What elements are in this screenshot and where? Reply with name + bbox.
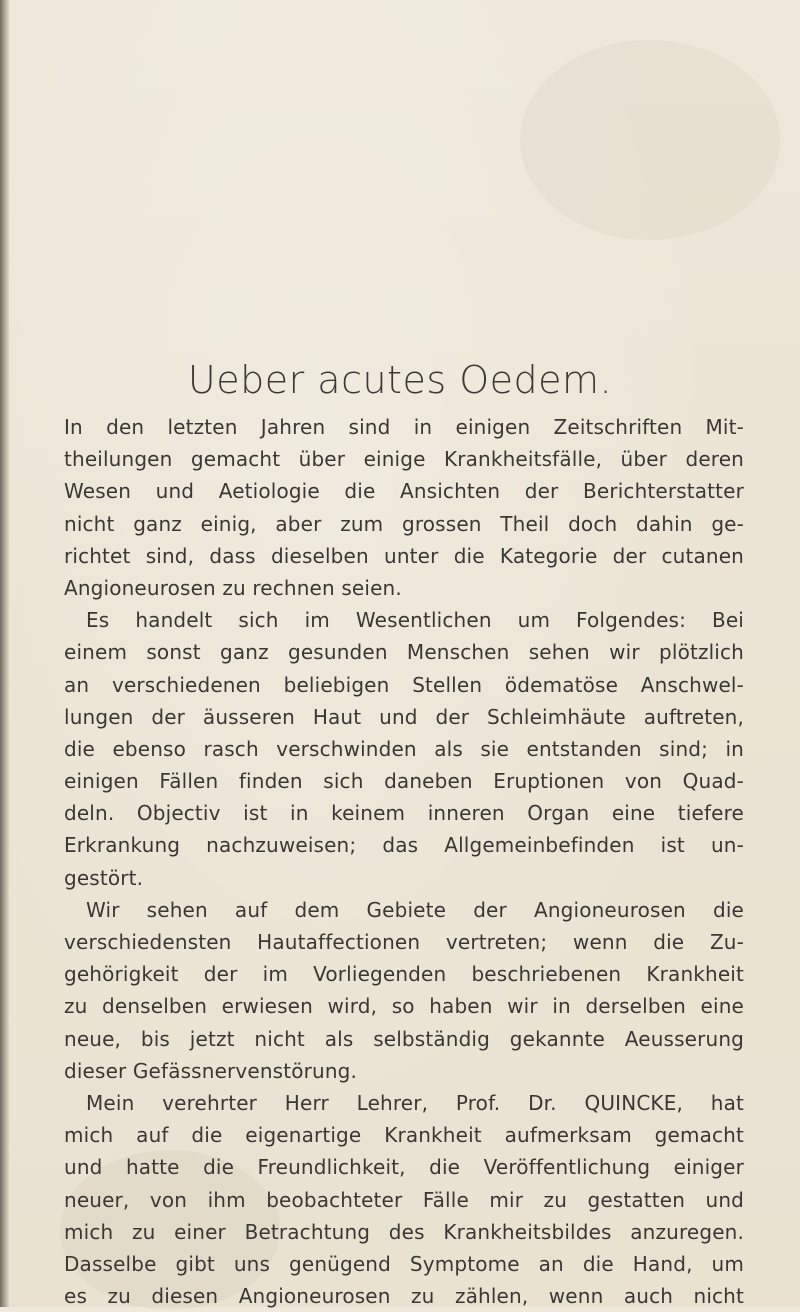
text-line: die ebenso rasch verschwinden als sie entstanden sind; in xyxy=(64,736,744,761)
text-line: Erkrankung nachzuweisen; das Allgemeinbefinden ist un- xyxy=(64,833,744,858)
text-line: gestört. xyxy=(64,865,144,890)
text-line: mich auf die eigenartige Krankheit aufmerksam gemacht xyxy=(64,1123,744,1148)
text-line: mich zu einer Betrachtung des Krankheitsbildes anzuregen. xyxy=(64,1219,744,1244)
text-line: einem sonst ganz gesunden Menschen sehen wir plötzlich xyxy=(64,640,744,665)
text-line: dieser Gefässnervenstörung. xyxy=(64,1058,357,1083)
text-line: deln. Objectiv ist in keinem inneren Organ eine tiefere xyxy=(64,801,744,826)
text-line: Angioneurosen zu rechnen seien. xyxy=(64,575,402,600)
text-line: richtet sind, dass dieselben unter die Kategorie der cutanen xyxy=(64,543,744,568)
text-line: lungen der äusseren Haut und der Schleimhäute auftreten, xyxy=(64,704,744,729)
page-binding-edge xyxy=(0,0,9,1307)
text-line: einigen Fällen finden sich daneben Eruptionen von Quad- xyxy=(64,769,744,794)
text-line: gehörigkeit der im Vorliegenden beschriebenen Krankheit xyxy=(64,962,744,987)
text-line: Es handelt sich im Wesentlichen um Folgendes: Bei xyxy=(86,608,744,633)
text-line: nicht ganz einig, aber zum grossen Theil doch dahin ge- xyxy=(64,511,744,536)
body-text xyxy=(64,411,744,1312)
text-line: Wesen und Aetiologie die Ansichten der Berichterstatter xyxy=(64,479,744,504)
text-line: es zu diesen Angioneurosen zu zählen, wenn auch nicht xyxy=(64,1284,744,1309)
text-line: verschiedensten Hautaffectionen vertreten; wenn die Zu- xyxy=(64,930,744,954)
text-line: und hatte die Freundlichkeit, die Veröffentlichung einiger xyxy=(64,1155,744,1180)
text-line: Wir sehen auf dem Gebiete der Angioneurosen die xyxy=(86,897,744,922)
text-line: Dasselbe gibt uns genügend Symptome an die Hand, um xyxy=(64,1251,744,1276)
text-line: Mein verehrter Herr Lehrer, Prof. Dr. QUINCKE, hat xyxy=(86,1090,744,1115)
text-line: zu denselben erwiesen wird, so haben wir in derselben eine xyxy=(64,994,744,1019)
text-line: theilungen gemacht über einige Krankheitsfälle, über deren xyxy=(64,447,744,472)
text-line: an verschiedenen beliebigen Stellen ödematöse Anschwel- xyxy=(64,672,744,697)
page-title: Ueber acutes Oedem. xyxy=(187,358,613,402)
paper-stain xyxy=(520,40,780,240)
text-line: neue, bis jetzt nicht als selbständig gekannte Aeusserung xyxy=(64,1026,744,1051)
text-line: neuer, von ihm beobachteter Fälle mir zu gestatten und xyxy=(64,1187,744,1212)
text-line: In den letzten Jahren sind in einigen Zeitschriften Mit- xyxy=(64,415,744,439)
